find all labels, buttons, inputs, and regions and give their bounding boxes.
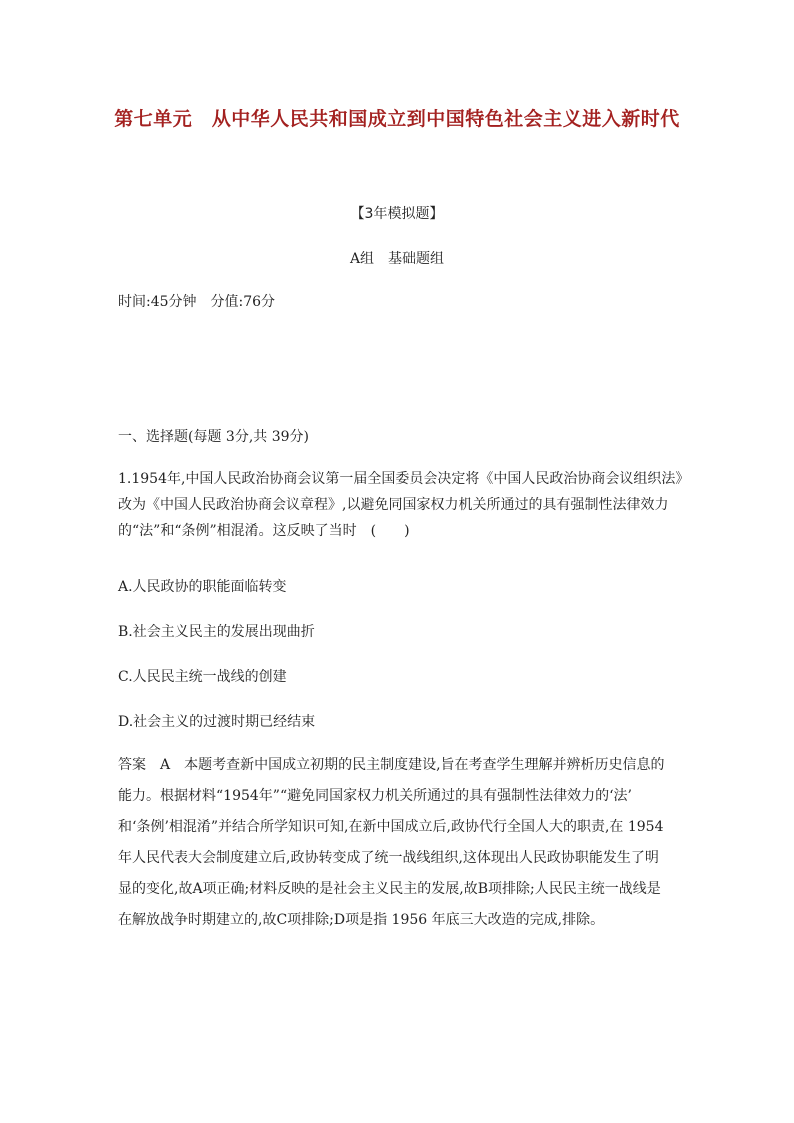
option-c: C.人民民主统一战线的创建 [118,669,287,685]
option-b: B.社会主义民主的发展出现曲折 [118,624,315,640]
unit-title: 第七单元 从中华人民共和国成立到中国特色社会主义进入新时代 [114,108,680,130]
question-stem-line: 1.1954年,中国人民政治协商会议第一届全国委员会决定将《中国人民政治协商会议组织法》 [118,471,690,487]
time-score-info: 时间:45分钟 分值:76分 [118,294,276,310]
section-heading: 一、选择题(每题 3分,共 39分) [118,429,309,445]
answer-line: 答案 A 本题考查新中国成立初期的民主制度建设,旨在考查学生理解并辨析历史信息的 [118,757,665,773]
answer-line: 能力。根据材料“1954年”“避免同国家权力机关所通过的具有强制性法律效力的‘法’ [118,788,632,804]
answer-line: 和‘条例’相混淆”并结合所学知识可知,在新中国成立后,政协代行全国人大的职责,在 1954 [118,819,664,835]
option-d: D.社会主义的过渡时期已经结束 [118,714,316,730]
answer-explanation [118,750,678,936]
subtitle-mock-exams: 【3年模拟题】 [350,206,444,222]
answer-line: 显的变化,故A项正确;材料反映的是社会主义民主的发展,故B项排除;人民民主统一战线是 [118,881,661,897]
question-stem [118,466,690,544]
option-a: A.人民政协的职能面临转变 [118,579,287,595]
answer-line: 在解放战争时期建立的,故C项排除;D项是指 1956 年底三大改造的完成,排除。 [118,912,605,928]
question-stem-line: 的“法”和“条例”相混淆。这反映了当时 ( ) [118,523,410,539]
question-stem-line: 改为《中国人民政治协商会议章程》,以避免同国家权力机关所通过的具有强制性法律效力 [118,497,669,513]
subtitle-group: A组 基础题组 [349,251,445,267]
answer-line: 年人民代表大会制度建立后,政协转变成了统一战线组织,这体现出人民政协职能发生了明 [118,850,659,866]
